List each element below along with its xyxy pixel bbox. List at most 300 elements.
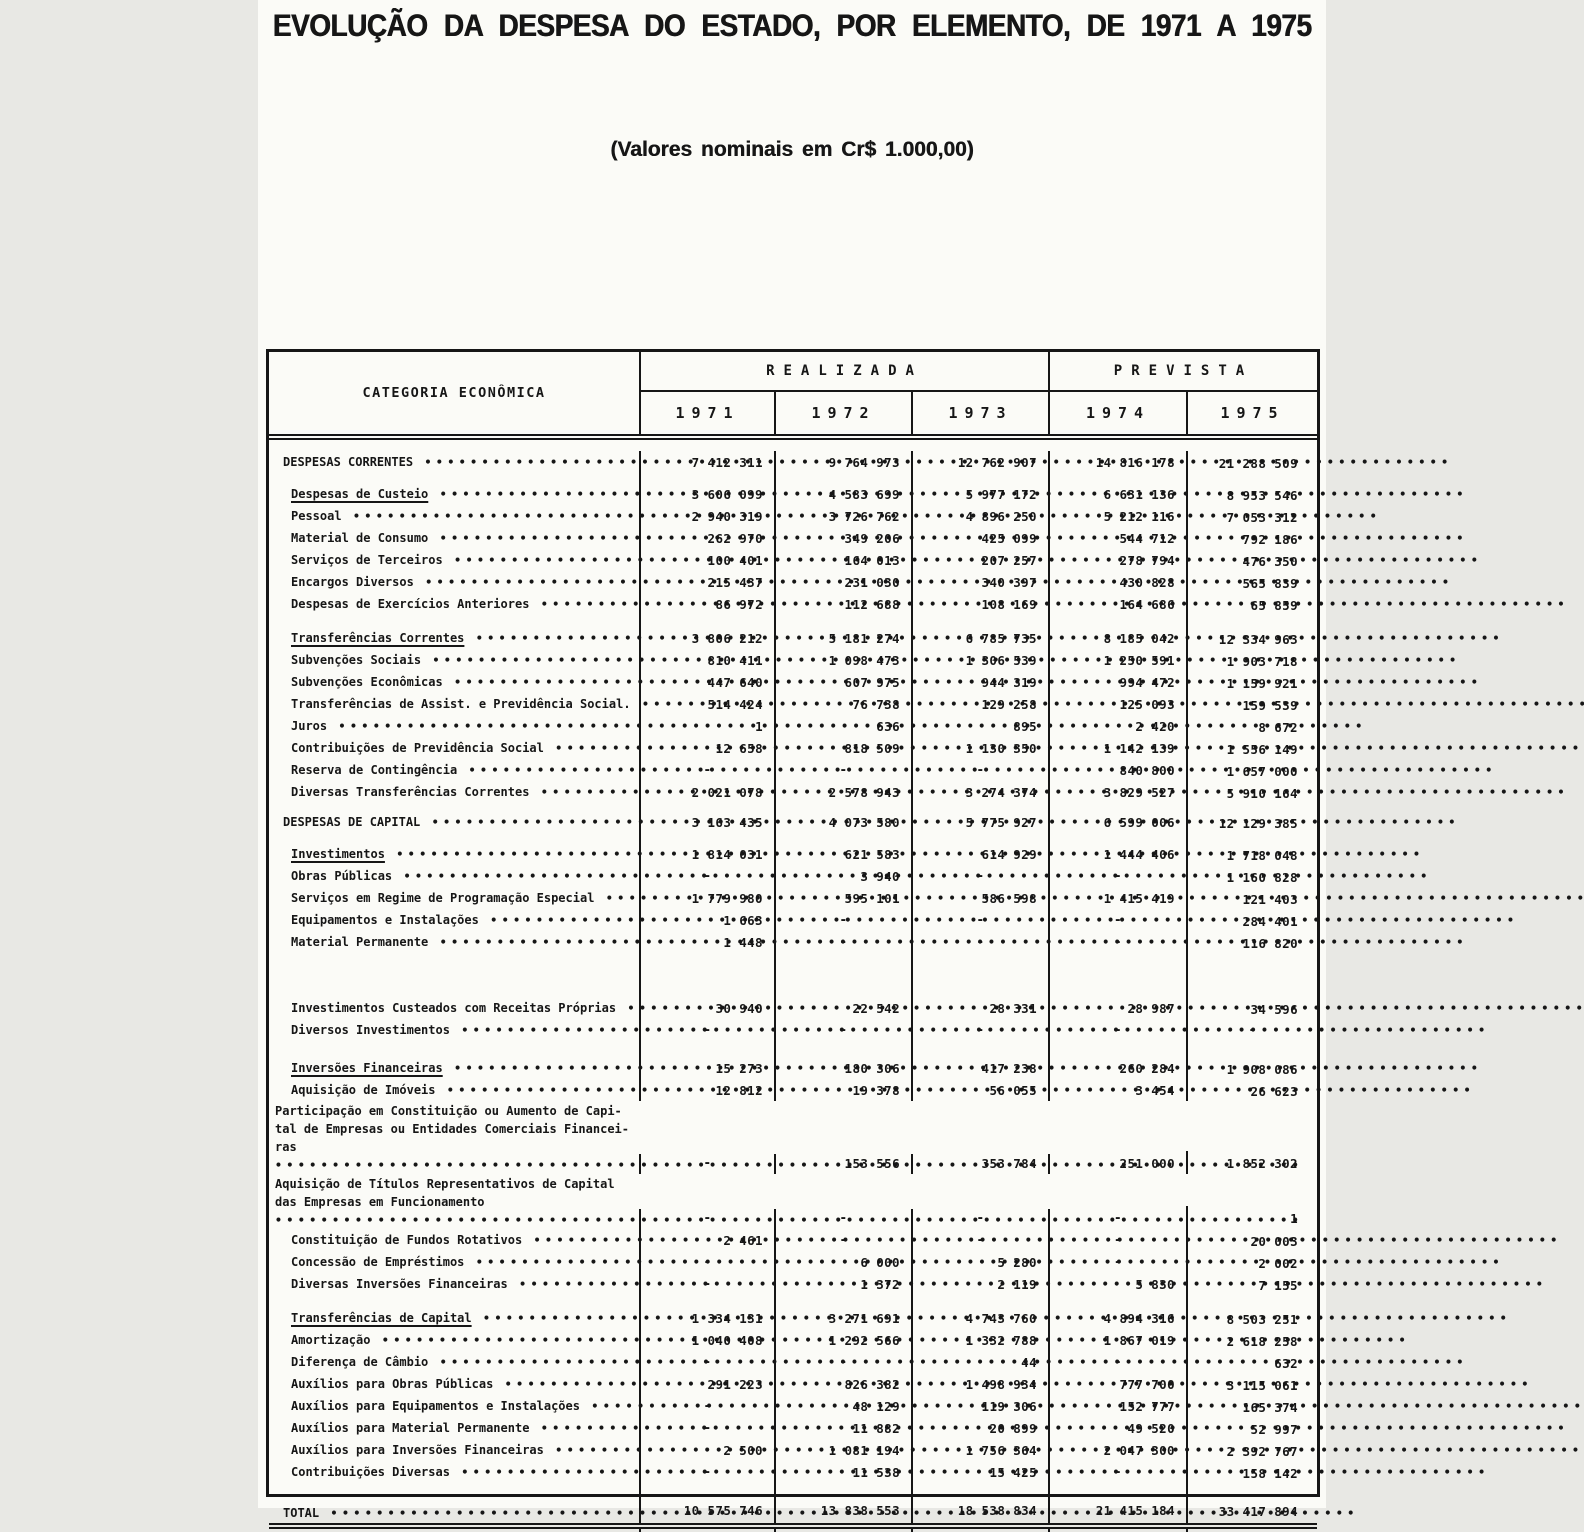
value-1972 (774, 833, 911, 843)
table-row (269, 1079, 1317, 1101)
value-1975: 21 288 509 (1186, 451, 1317, 473)
value-1973: 6 785 735 (911, 627, 1048, 649)
value-1972: 76 738 (774, 693, 911, 715)
row-label: Pessoal ••••• (269, 505, 639, 527)
value-1972: - (774, 1229, 911, 1251)
value-1975: 2 618 258 (1186, 1329, 1317, 1351)
row-label: DESPESAS CORRENTES ••••• (269, 451, 639, 473)
page-title: EVOLUÇÃO DA DESPESA DO ESTADO, POR ELEMENTO, DE 1971 A 1975 (272, 8, 1312, 43)
value-1972: 826 382 (774, 1373, 911, 1395)
table-row (269, 759, 1317, 781)
value-1974: 1 415 419 (1048, 887, 1186, 909)
value-1974: 6 599 006 (1048, 811, 1186, 833)
table-row (269, 931, 1317, 953)
spacer-row (269, 1295, 1317, 1307)
row-label: Material Permanente ••••• (269, 931, 639, 953)
value-1972: 2 578 943 (774, 781, 911, 803)
value-1971: 447 640 (639, 671, 774, 693)
table-body (269, 440, 1317, 1532)
value-1973 (911, 833, 1048, 843)
value-1973: - (911, 865, 1048, 887)
table-row (269, 527, 1317, 549)
value-1971: 1 448 (639, 931, 774, 953)
value-1972: 180 306 (774, 1057, 911, 1079)
value-1972: 13 838 553 (774, 1497, 911, 1523)
value-1974: 3 829 527 (1048, 781, 1186, 803)
row-label: Diversas Transferências Correntes ••••• (269, 781, 639, 803)
value-1973: 944 319 (911, 671, 1048, 693)
page-subtitle: (Valores nominais em Cr$ 1.000,00) (610, 138, 974, 161)
value-1974: - (1048, 1229, 1186, 1251)
year-header-1972: 1972 (774, 392, 911, 434)
value-1973: 5 775 927 (911, 811, 1048, 833)
value-1971: 1 779 980 (639, 887, 774, 909)
value-1975: 3 115 061 (1186, 1373, 1317, 1395)
value-1971: 1 334 131 (639, 1307, 774, 1329)
value-1973: 12 762 907 (911, 451, 1048, 473)
value-1974: - (1048, 909, 1186, 931)
value-1973: 207 257 (911, 549, 1048, 571)
expense-table (266, 349, 1320, 1520)
value-1972 (774, 803, 911, 811)
table-row (269, 549, 1317, 571)
table-header (269, 352, 1317, 440)
value-1975 (1186, 1041, 1317, 1057)
row-label (269, 1295, 639, 1307)
value-1974 (1048, 1295, 1186, 1307)
row-label: Subvenções Econômicas ••••• (269, 671, 639, 693)
value-1974: 430 828 (1048, 571, 1186, 593)
value-1973 (911, 615, 1048, 627)
value-1973 (911, 1295, 1048, 1307)
value-1971 (639, 803, 774, 811)
table-row (269, 1329, 1317, 1351)
value-1972: 112 688 (774, 593, 911, 615)
year-header-1975: 1975 (1186, 392, 1317, 434)
value-1971: 3 606 099 (639, 483, 774, 505)
table-row (269, 715, 1317, 737)
value-1971 (639, 1041, 774, 1057)
value-1972: 153 556 (774, 1154, 911, 1174)
row-label: DESPESAS DE CAPITAL ••••• (269, 811, 639, 833)
value-1973 (911, 953, 1048, 997)
value-1972: 1 081 194 (774, 1439, 911, 1461)
value-1972: - (774, 1351, 911, 1373)
value-1973: 614 929 (911, 843, 1048, 865)
value-1971 (639, 473, 774, 483)
value-1974: 3 454 (1048, 1079, 1186, 1101)
value-1971: 30 940 (639, 997, 774, 1019)
value-1974: 1 444 406 (1048, 843, 1186, 865)
row-label: Despesas de Exercícios Anteriores ••••• (269, 593, 639, 615)
value-1972: 6 000 (774, 1251, 911, 1273)
row-label (269, 833, 639, 843)
spacer-row (269, 473, 1317, 483)
value-1975: 12 334 963 (1186, 627, 1317, 649)
table-row (269, 451, 1317, 473)
row-label: Juros ••••• (269, 715, 639, 737)
row-label: Reserva de Contingência ••••• (269, 759, 639, 781)
table-row (269, 505, 1317, 527)
value-1974: 28 987 (1048, 997, 1186, 1019)
value-1972: 3 940 (774, 865, 911, 887)
value-1975: - (1186, 1019, 1317, 1041)
row-label: Despesas de Custeio ••••• (269, 483, 639, 505)
value-1974: - (1048, 1351, 1186, 1373)
value-1973: 5 977 172 (911, 483, 1048, 505)
value-1972 (774, 1295, 911, 1307)
value-1975: 1 160 828 (1186, 865, 1317, 887)
value-1974: - (1048, 865, 1186, 887)
value-1974: 4 894 316 (1048, 1307, 1186, 1329)
value-1972: - (774, 931, 911, 953)
value-1974: 544 712 (1048, 527, 1186, 549)
value-1972: 636 (774, 715, 911, 737)
value-1971: 15 273 (639, 1057, 774, 1079)
group-header-prevista: PREVISTA (1048, 352, 1317, 390)
table-row (269, 1307, 1317, 1329)
value-1972: 607 975 (774, 671, 911, 693)
value-1972: 349 206 (774, 527, 911, 549)
category-column-header: CATEGORIA ECONÔMICA (362, 385, 546, 401)
spacer-row (269, 615, 1317, 627)
value-1974 (1048, 1041, 1186, 1057)
value-1972: 595 101 (774, 887, 911, 909)
row-label: Equipamentos e Instalações ••••• (269, 909, 639, 931)
value-1971: 2 500 (639, 1439, 774, 1461)
value-1972 (774, 615, 911, 627)
value-1973: - (911, 1229, 1048, 1251)
table-row (269, 671, 1317, 693)
value-1972: - (774, 1019, 911, 1041)
row-label: Auxílios para Obras Públicas ••••• (269, 1373, 639, 1395)
value-1974: - (1048, 1209, 1186, 1229)
value-1972: 1 372 (774, 1273, 911, 1295)
value-1974: 6 631 136 (1048, 483, 1186, 505)
value-1975: 7 155 (1186, 1273, 1317, 1295)
row-label: Aquisição de Imóveis ••••• (269, 1079, 639, 1101)
value-1975: 1 903 718 (1186, 649, 1317, 671)
value-1975 (1186, 833, 1317, 843)
table-row (269, 887, 1317, 909)
value-1974: 8 185 042 (1048, 627, 1186, 649)
value-1971 (639, 1295, 774, 1307)
value-1972: 621 583 (774, 843, 911, 865)
value-1975: 1 908 086 (1186, 1057, 1317, 1079)
year-columns-header (639, 352, 1317, 434)
row-label: Amortização ••••• (269, 1329, 639, 1351)
spacer-row (269, 953, 1317, 997)
value-1971 (639, 953, 774, 997)
value-1971: 2 940 319 (639, 505, 774, 527)
value-1974: 1 867 019 (1048, 1329, 1186, 1351)
value-1972: 231 030 (774, 571, 911, 593)
value-1972 (774, 473, 911, 483)
value-1975 (1186, 615, 1317, 627)
value-1973: 129 258 (911, 693, 1048, 715)
value-1973: 1 332 788 (911, 1329, 1048, 1351)
value-1971: - (639, 1209, 774, 1229)
row-label: Investimentos ••••• (269, 843, 639, 865)
value-1975: 476 350 (1186, 549, 1317, 571)
value-1974: 1 142 139 (1048, 737, 1186, 759)
value-1971: 262 970 (639, 527, 774, 549)
value-1973: 15 425 (911, 1461, 1048, 1483)
value-1973: - (911, 909, 1048, 931)
value-1972: 48 129 (774, 1395, 911, 1417)
table-row (269, 1461, 1317, 1483)
value-1973: 4 896 250 (911, 505, 1048, 527)
table-row (269, 781, 1317, 803)
scanned-page (258, 0, 1326, 1520)
value-1973 (911, 1041, 1048, 1057)
value-1974: 14 816 178 (1048, 451, 1186, 473)
value-1975: 8 503 251 (1186, 1307, 1317, 1329)
table-row (269, 737, 1317, 759)
value-1974 (1048, 473, 1186, 483)
value-1973: 340 397 (911, 571, 1048, 593)
value-1975: 1 (1186, 1206, 1317, 1229)
value-1973: 1 130 350 (911, 737, 1048, 759)
row-label (269, 473, 639, 483)
value-1973 (911, 803, 1048, 811)
row-label (269, 1041, 639, 1057)
value-1972 (774, 1483, 911, 1495)
table-row (269, 1351, 1317, 1373)
row-label: Concessão de Empréstimos ••••• (269, 1251, 639, 1273)
value-1973: 20 899 (911, 1417, 1048, 1439)
value-1971 (639, 833, 774, 843)
value-1972 (774, 953, 911, 997)
row-label: Auxílios para Inversões Financeiras ••••• (269, 1439, 639, 1461)
value-1974: - (1048, 1019, 1186, 1041)
table-row (269, 593, 1317, 615)
row-label: Encargos Diversos ••••• (269, 571, 639, 593)
value-1975 (1186, 953, 1317, 997)
table-row (269, 1373, 1317, 1395)
value-1974: 278 794 (1048, 549, 1186, 571)
value-1973: 3 274 374 (911, 781, 1048, 803)
value-1972: 11 538 (774, 1461, 911, 1483)
value-1975: 632 (1186, 1351, 1317, 1373)
value-1975: 8 672 (1186, 715, 1317, 737)
row-label: Diversos Investimentos ••••• (269, 1019, 639, 1041)
value-1972: 5 181 274 (774, 627, 911, 649)
value-1972: 9 764 973 (774, 451, 911, 473)
value-1974: 164 686 (1048, 593, 1186, 615)
table-row (269, 865, 1317, 887)
table-row (269, 1439, 1317, 1461)
value-1975: 565 839 (1186, 571, 1317, 593)
value-1975: 7 053 312 (1186, 505, 1317, 527)
value-1974: 21 415 184 (1048, 1497, 1186, 1523)
spacer-row (269, 1041, 1317, 1057)
year-header-row (639, 392, 1317, 434)
value-1974: 125 093 (1048, 693, 1186, 715)
value-1973: 1 756 364 (911, 1439, 1048, 1461)
value-1975: 165 374 (1186, 1395, 1317, 1417)
value-1974: - (1048, 931, 1186, 953)
value-1975: 33 417 894 (1186, 1497, 1317, 1523)
value-1975: 792 186 (1186, 527, 1317, 549)
value-1971: 86 972 (639, 593, 774, 615)
row-label: Auxílios para Material Permanente ••••• (269, 1417, 639, 1439)
value-1973: 119 306 (911, 1395, 1048, 1417)
value-1971: 100 401 (639, 549, 774, 571)
value-1974: 260 284 (1048, 1057, 1186, 1079)
row-label: Auxílios para Equipamentos e Instalações ••••• (269, 1395, 639, 1417)
table-row (269, 1273, 1317, 1295)
table-row (269, 693, 1317, 715)
year-header-1974: 1974 (1048, 392, 1186, 434)
value-1973: 5 280 (911, 1251, 1048, 1273)
table-row (269, 1417, 1317, 1439)
value-1975: 1 657 000 (1186, 759, 1317, 781)
value-1971: - (639, 759, 774, 781)
row-label: Investimentos Custeados com Receitas Próprias ••••• (269, 997, 639, 1019)
value-1971: 514 424 (639, 693, 774, 715)
value-1975: 34 596 (1186, 997, 1317, 1019)
value-1971 (639, 1483, 774, 1495)
value-1974: 994 472 (1048, 671, 1186, 693)
value-1973: - (911, 931, 1048, 953)
value-1972: 22 542 (774, 997, 911, 1019)
value-1973: 586 598 (911, 887, 1048, 909)
year-header-1973: 1973 (911, 392, 1048, 434)
value-1971: 3 806 212 (639, 627, 774, 649)
value-1975: 5 910 164 (1186, 781, 1317, 803)
row-label (269, 1483, 639, 1495)
value-1972: 19 378 (774, 1079, 911, 1101)
row-label: Transferências Correntes ••••• (269, 627, 639, 649)
year-header-1971: 1971 (639, 392, 774, 434)
row-label: Diversas Inversões Financeiras ••••• (269, 1273, 639, 1295)
value-1971: 1 040 408 (639, 1329, 774, 1351)
value-1975: 1 159 921 (1186, 671, 1317, 693)
table-row (269, 1057, 1317, 1079)
value-1973: - (911, 1019, 1048, 1041)
value-1971: - (639, 865, 774, 887)
table-row (269, 483, 1317, 505)
value-1973: 1 306 539 (911, 649, 1048, 671)
table-row (269, 1251, 1317, 1273)
value-1973: 18 538 834 (911, 1497, 1048, 1523)
value-1974: 1 250 591 (1048, 649, 1186, 671)
value-1974: 2 420 (1048, 715, 1186, 737)
value-1973: - (911, 1209, 1048, 1229)
row-label: Inversões Financeiras ••••• (269, 1057, 639, 1079)
row-label (269, 803, 639, 811)
value-1972: 1 292 566 (774, 1329, 911, 1351)
value-1973: 417 238 (911, 1057, 1048, 1079)
value-1974 (1048, 1483, 1186, 1495)
value-1974: 5 830 (1048, 1273, 1186, 1295)
value-1971: 12 658 (639, 737, 774, 759)
group-header-realizada: REALIZADA (639, 352, 1048, 390)
spacer-row (269, 833, 1317, 843)
value-1974: 777 700 (1048, 1373, 1186, 1395)
value-1972: - (774, 909, 911, 931)
value-1975: 121 403 (1186, 887, 1317, 909)
value-1975 (1186, 803, 1317, 811)
total-row (269, 1495, 1317, 1529)
group-header-row (639, 352, 1317, 392)
value-1974 (1048, 803, 1186, 811)
value-1972: 164 013 (774, 549, 911, 571)
value-1973: 353 784 (911, 1154, 1048, 1174)
value-1971 (639, 615, 774, 627)
value-1975: 20 003 (1186, 1229, 1317, 1251)
value-1974 (1048, 615, 1186, 627)
value-1975: 116 820 (1186, 931, 1317, 953)
value-1971: - (639, 1154, 774, 1174)
value-1974: 5 212 116 (1048, 505, 1186, 527)
row-label: Participação em Constituição ou Aumento de Capi- tal de Empresas ou Entidades Comerciais Financei- ras ••••• (269, 1101, 639, 1174)
value-1971: 215 437 (639, 571, 774, 593)
row-label (269, 615, 639, 627)
value-1971: - (639, 1417, 774, 1439)
row-label: Aquisição de Títulos Representativos de Capital das Empresas em Funcionamento ••••• (269, 1174, 639, 1229)
value-1971: 10 575 746 (639, 1497, 774, 1523)
row-label: Material de Consumo ••••• (269, 527, 639, 549)
value-1974 (1048, 833, 1186, 843)
value-1972: 4 073 580 (774, 811, 911, 833)
spacer-row (269, 803, 1317, 811)
row-label: Transferências de Capital ••••• (269, 1307, 639, 1329)
value-1972: 11 882 (774, 1417, 911, 1439)
value-1975: 284 401 (1186, 909, 1317, 931)
value-1975: 8 953 546 (1186, 483, 1317, 505)
table-row (269, 1101, 1317, 1174)
value-1971: 2 021 078 (639, 781, 774, 803)
table-row (269, 627, 1317, 649)
value-1973: 4 743 760 (911, 1307, 1048, 1329)
value-1973: 28 331 (911, 997, 1048, 1019)
table-row (269, 843, 1317, 865)
value-1975: 26 623 (1186, 1079, 1317, 1101)
value-1973: 1 498 934 (911, 1373, 1048, 1395)
value-1972: - (774, 1209, 911, 1229)
table-row (269, 1174, 1317, 1229)
value-1975: 2 392 767 (1186, 1439, 1317, 1461)
value-1973: 425 099 (911, 527, 1048, 549)
value-1974: 152 777 (1048, 1395, 1186, 1417)
value-1971: - (639, 1461, 774, 1483)
table-row (269, 909, 1317, 931)
value-1975: 52 997 (1186, 1417, 1317, 1439)
value-1973: 44 (911, 1351, 1048, 1373)
row-label: Serviços em Regime de Programação Especial ••••• (269, 887, 639, 909)
row-label: Serviços de Terceiros ••••• (269, 549, 639, 571)
value-1972: 4 583 699 (774, 483, 911, 505)
row-label: Transferências de Assist. e Previdência Social. ••••• (269, 693, 639, 715)
value-1973 (911, 473, 1048, 483)
value-1973: 56 055 (911, 1079, 1048, 1101)
value-1973: 108 169 (911, 593, 1048, 615)
table-row (269, 649, 1317, 671)
value-1971: 1 814 031 (639, 843, 774, 865)
value-1972: 1 098 473 (774, 649, 911, 671)
value-1974: 49 520 (1048, 1417, 1186, 1439)
value-1975: 158 142 (1186, 1461, 1317, 1483)
value-1972 (774, 1041, 911, 1057)
value-1972: - (774, 759, 911, 781)
spacer-row (269, 1483, 1317, 1495)
row-label: Subvenções Sociais ••••• (269, 649, 639, 671)
table-row (269, 997, 1317, 1019)
table-row (269, 571, 1317, 593)
row-label (269, 953, 639, 997)
